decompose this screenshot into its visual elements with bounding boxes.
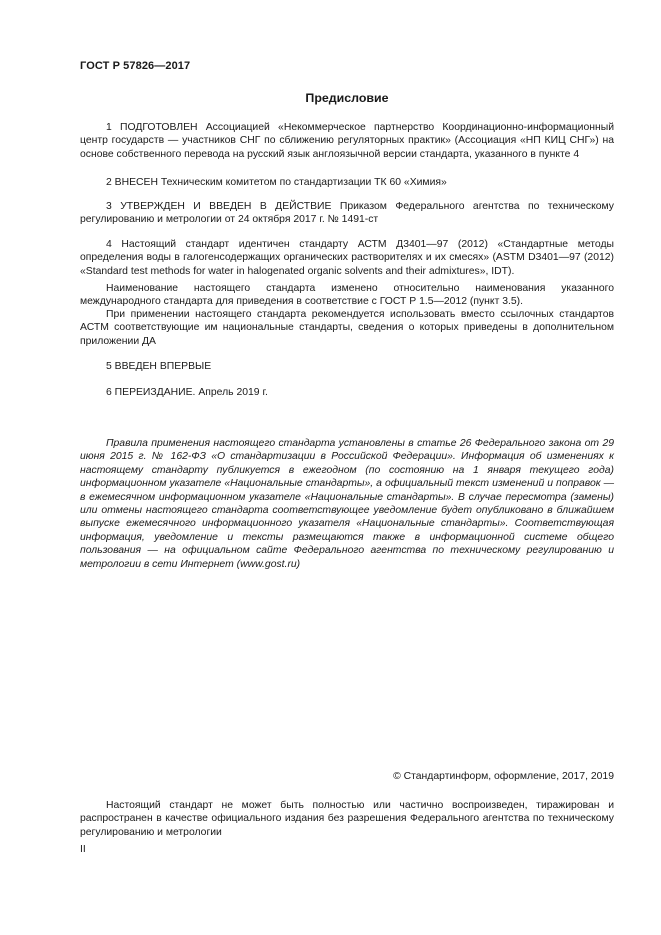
paragraph-name-changed: Наименование настоящего стандарта изменено относительно наименования указанного международного стандарта для приведения в соответствие с ГОСТ Р 1.5—2012 (пункт 3.5).: [80, 283, 614, 308]
paragraph-reference-standards: При применении настоящего стандарта рекомендуется использовать вместо ссылочных стандартов АСТМ соответствующие им национальные стандарты, сведения о которых приведены в дополнительном приложении ДА: [80, 309, 614, 347]
paragraph-introduced-by: 2 ВНЕСЕН Техническим комитетом по стандартизации ТК 60 «Химия»: [106, 177, 447, 188]
copyright-line: © Стандартинформ, оформление, 2017, 2019: [393, 771, 614, 782]
page-number: II: [80, 844, 86, 855]
paragraph-reissue: 6 ПЕРЕИЗДАНИЕ. Апрель 2019 г.: [106, 387, 268, 398]
paragraph-first-introduced: 5 ВВЕДЕН ВПЕРВЫЕ: [106, 361, 212, 372]
paragraph-approved: 3 УТВЕРЖДЕН И ВВЕДЕН В ДЕЙСТВИЕ Приказом Федерального агентства по техническому регулированию и метрологии от 24 октября 2017 г. № 1491-ст: [80, 201, 614, 226]
paragraph-prepared-by: 1 ПОДГОТОВЛЕН Ассоциацией «Некоммерческое партнерство Координационно-информационный центр государств — участников СНГ по сближению регуляторных практик» (Ассоциация «НП КИЦ СНГ») на основе собственного перевода на русский язык англоязычной версии стандарта, указанного в пункте 4: [80, 122, 614, 160]
standard-code-header: ГОСТ Р 57826—2017: [80, 60, 191, 72]
reproduction-notice: Настоящий стандарт не может быть полностью или частично воспроизведен, тиражирован и распространен в качестве официального издания без разрешения Федерального агентства по техническому регулированию и метрологии: [80, 800, 614, 838]
page-title: Предисловие: [305, 91, 389, 105]
paragraph-identical-standard: 4 Настоящий стандарт идентичен стандарту АСТМ Д3401—97 (2012) «Стандартные методы определения воды в галогенсодержащих органических растворителях и их смесях» (ASTM D3401—97 (2012) «Standard test methods for water in halogenated organic solvents and their admixtures», IDT).: [80, 239, 614, 277]
application-rules-notice: Правила применения настоящего стандарта установлены в статье 26 Федерального закона от 29 июня 2015 г. № 162-ФЗ «О стандартизации в Российской Федерации». Информация об изменениях к настоящему стандарту публикуется в ежегодном (по состоянию на 1 января текущего года) информационном указателе «Национальные стандарты», а официальный текст изменений и поправок — в ежемесячном информационном указателе «Национальные стандарты». В случае пересмотра (замены) или отмены настоящего стандарта соответствующее уведомление будет опубликовано в ближайшем выпуске ежемесячного информационного указателя «Национальные стандарты». Соответствующая информация, уведомление и тексты размещаются также в информационной системе общего пользования — на официальном сайте Федерального агентства по техническому регулированию и метрологии в сети Интернет (www.gost.ru): [80, 438, 614, 570]
